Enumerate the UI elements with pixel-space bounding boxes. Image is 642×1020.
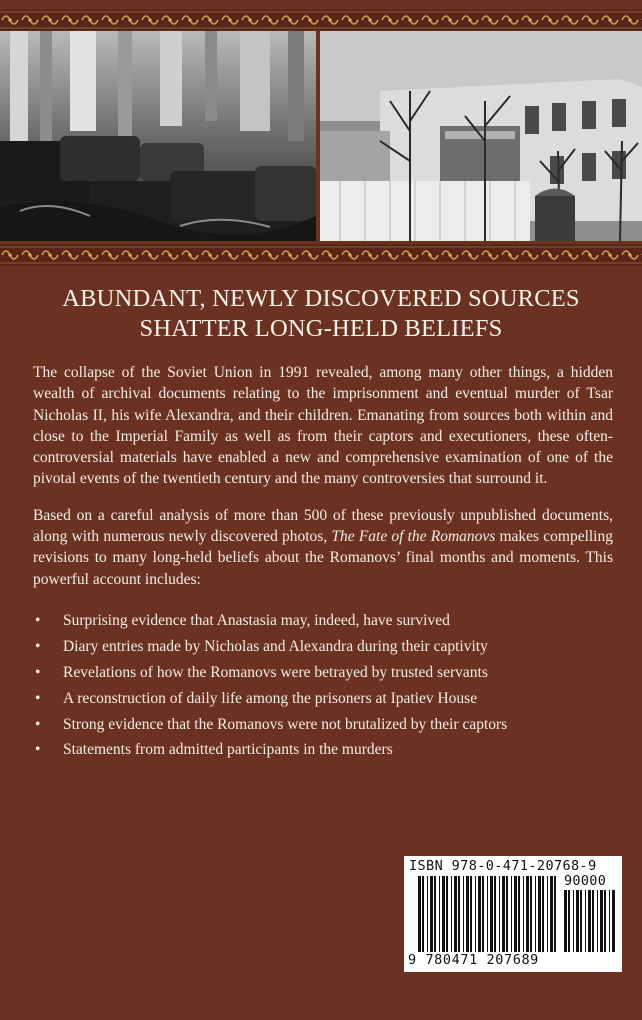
bullet-icon: • [35,611,41,629]
barcode-bar [604,890,606,952]
barcode-bar [490,876,493,952]
barcode-bar [451,876,452,952]
barcode-bar [597,890,598,952]
headline-line-2: SHATTER LONG-HELD BELIEFS [139,315,503,342]
list-item-text: Strong evidence that the Romanovs were not brutalized by their captors [63,715,508,733]
barcode-bar [568,890,570,952]
barcode-bar [454,876,457,952]
barcode-bar [470,876,472,952]
barcode-bar [427,876,428,952]
barcode-bar [446,876,448,952]
barcode-bar [564,890,567,952]
barcode-bar [547,876,548,952]
bullet-icon: • [35,663,41,681]
book-title: The Fate of the Romanovs [331,528,496,546]
barcode-bar [430,876,433,952]
isbn-label: ISBN 978-0-471-20768-9 [409,858,597,874]
barcode-bar [554,876,556,952]
barcode-bar [576,890,579,952]
barcode-bar [530,876,532,952]
barcode-bar [585,890,586,952]
barcode-bar [442,876,445,952]
addon-barcode-bars-icon [564,890,616,952]
barcode-bar [478,876,481,952]
barcode-bar [458,876,460,952]
barcode-bar [439,876,440,952]
summary-paragraph-start: Based on a careful analysis of more than 500 of these previously unpublished documents, along with numerous newly discovered photos, [33,506,613,546]
barcode-bar [434,876,436,952]
barcode-bar [592,890,594,952]
barcode-bar [514,876,517,952]
barcode-bar [502,876,505,952]
barcode-bar [511,876,512,952]
isbn-barcode [404,856,622,972]
headline [0,284,642,344]
barcode-bar [463,876,464,952]
barcode-bar [538,876,541,952]
price-code: 90000 [564,873,607,889]
barcode-bar [487,876,488,952]
barcode-bar [482,876,484,952]
list-item [35,739,613,760]
list-item [35,610,613,631]
barcode-bar [523,876,524,952]
bullet-icon: • [35,715,41,733]
list-item [35,662,613,683]
list-item [35,688,613,709]
barcode-bar [580,890,582,952]
bullet-icon: • [35,741,41,759]
body-copy [33,362,613,765]
ipatiev-house-photo [320,31,642,241]
list-item-text: Revelations of how the Romanovs were betrayed by trusted servants [63,663,488,681]
barcode-digits: 9 780471 207689 [408,952,539,968]
list-item-text: Statements from admitted participants in the murders [63,741,393,759]
barcode-bar [535,876,536,952]
barcode-bar [475,876,476,952]
barcode-bar [499,876,500,952]
barcode-bar [550,876,553,952]
funeral-caskets-photo [0,31,316,241]
barcode-bar [573,890,574,952]
barcode-bar [600,890,603,952]
barcode-bar [518,876,520,952]
barcode-bar [588,890,591,952]
bullet-icon: • [35,637,41,655]
summary-paragraph-end: makes compelling revisions to many long-held beliefs about the Romanovs’ final months and moments. This powerful account includes: [33,528,613,588]
barcode-bar [542,876,544,952]
ornamental-band-middle [0,244,642,266]
bullet-icon: • [35,689,41,707]
list-item-text: Surprising evidence that Anastasia may, indeed, have survived [63,611,450,629]
ornamental-band-top [0,9,642,31]
barcode-bar [506,876,508,952]
summary-paragraph [33,505,613,590]
list-item-text: Diary entries made by Nicholas and Alexandra during their captivity [63,637,488,655]
list-item-text: A reconstruction of daily life among the prisoners at Ipatiev House [63,689,478,707]
barcode-bar [422,876,424,952]
list-item [35,714,613,735]
barcode-bar [418,876,421,952]
list-item [35,636,613,657]
barcode-bar [609,890,610,952]
barcode-bar [466,876,469,952]
barcode-bar [612,890,615,952]
barcode-bars-icon [418,876,558,952]
intro-paragraph: The collapse of the Soviet Union in 1991 revealed, among many other things, a hidden wealth of archival documents relating to the imprisonment and eventual murder of Tsar Nicholas II, his wife Alexandra, and their children. Emanating from sources both within and close to the Imperial Family as well as from their captors and executioners, these often-controversial materials have enabled a new and comprehensive examination of one of the pivotal events of the twentieth century and the many controversies that surround it. [33,364,613,488]
barcode-bar [526,876,529,952]
headline-line-1: ABUNDANT, NEWLY DISCOVERED SOURCES [62,285,580,312]
highlights-list [33,610,613,760]
barcode-bar [494,876,496,952]
